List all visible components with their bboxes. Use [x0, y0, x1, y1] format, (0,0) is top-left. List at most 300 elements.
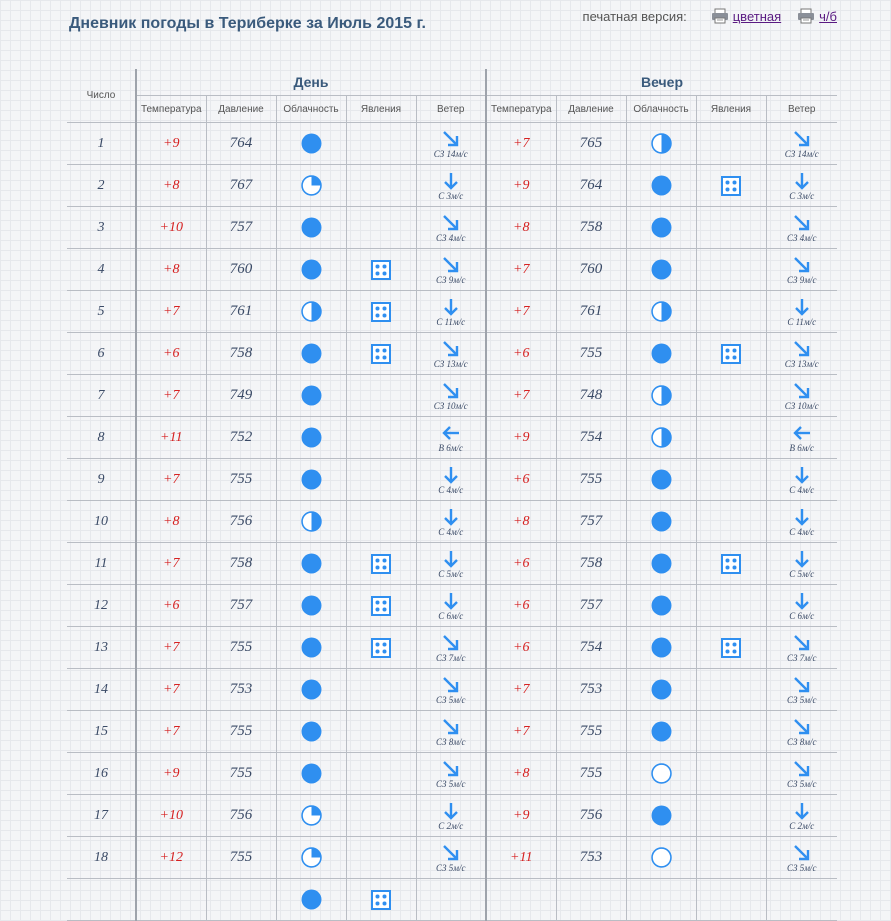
day-phenomena: [346, 837, 416, 879]
wind-value: В 6м/с: [438, 442, 463, 453]
table-row: [67, 753, 837, 795]
evening-temperature: +9: [486, 795, 556, 837]
overcast-icon: [301, 133, 322, 154]
evening-phenomena: [696, 459, 766, 501]
evening-phenomena: [696, 165, 766, 207]
day-cloudiness: [276, 459, 346, 501]
day-temperature: +11: [136, 417, 206, 459]
table-row: [67, 501, 837, 543]
evening-wind: [766, 753, 837, 795]
overcast-icon: [651, 595, 672, 616]
day-phenomena: [346, 165, 416, 207]
overcast-icon: [651, 259, 672, 280]
column-header-temperature: Температура: [136, 96, 206, 123]
evening-wind: [766, 165, 837, 207]
wind-value: С 4м/с: [789, 526, 815, 537]
day-temperature: +12: [136, 837, 206, 879]
precipitation-icon: [371, 302, 391, 322]
wind-value: СЗ 13м/с: [784, 358, 819, 369]
day-cloudiness: [276, 291, 346, 333]
evening-phenomena: [696, 291, 766, 333]
table-row: [67, 291, 837, 333]
column-header-phenomena: Явления: [346, 96, 416, 123]
day-wind: [416, 711, 486, 753]
day-temperature: +7: [136, 375, 206, 417]
day-number: 18: [67, 837, 136, 879]
day-cloudiness: [276, 585, 346, 627]
day-phenomena: [346, 207, 416, 249]
column-header-temperature: Температура: [486, 96, 556, 123]
day-pressure: 749: [206, 375, 276, 417]
day-cloudiness: [276, 501, 346, 543]
wind-value: СЗ 4м/с: [787, 232, 817, 243]
print-bw-link[interactable]: ч/б: [819, 8, 837, 24]
wind-arrow-left-icon: [792, 423, 812, 443]
table-row: [67, 333, 837, 375]
evening-cloudiness: [626, 585, 696, 627]
day-cloudiness: [276, 879, 346, 921]
precipitation-icon: [371, 260, 391, 280]
table-row: [67, 627, 837, 669]
evening-temperature: +6: [486, 585, 556, 627]
day-phenomena: [346, 123, 416, 165]
evening-cloudiness: [626, 249, 696, 291]
wind-value: СЗ 13м/с: [433, 358, 468, 369]
evening-wind: [766, 459, 837, 501]
wind-arrow-left-icon: [441, 423, 461, 443]
wind-arrow-down-right-icon: [792, 675, 812, 695]
evening-phenomena: [696, 711, 766, 753]
wind-value: С 2м/с: [789, 820, 815, 831]
page-title: Дневник погоды в Териберке за Июль 2015 г.: [69, 15, 426, 32]
table-row: [67, 123, 837, 165]
wind-value: СЗ 14м/с: [784, 148, 819, 159]
evening-pressure: 764: [556, 165, 626, 207]
wind-arrow-down-icon: [441, 549, 461, 569]
evening-wind: [766, 333, 837, 375]
wind-value: С 11м/с: [787, 316, 817, 327]
wind-arrow-down-right-icon: [792, 339, 812, 359]
column-header-wind: Ветер: [416, 96, 486, 123]
evening-cloudiness: [626, 165, 696, 207]
day-temperature: +7: [136, 291, 206, 333]
day-wind: [416, 165, 486, 207]
clear-sky-icon: [651, 847, 672, 868]
evening-cloudiness: [626, 417, 696, 459]
evening-temperature: +7: [486, 711, 556, 753]
evening-cloudiness: [626, 123, 696, 165]
evening-wind: [766, 585, 837, 627]
weather-diary-table: [67, 69, 837, 921]
table-row: [67, 879, 837, 921]
wind-value: СЗ 5м/с: [436, 694, 466, 705]
day-pressure: 757: [206, 585, 276, 627]
day-temperature: +7: [136, 627, 206, 669]
day-pressure: 756: [206, 501, 276, 543]
day-number: 17: [67, 795, 136, 837]
half-cloudy-icon: [301, 511, 322, 532]
day-wind: [416, 795, 486, 837]
day-wind: [416, 501, 486, 543]
evening-temperature: +7: [486, 669, 556, 711]
wind-arrow-down-icon: [441, 801, 461, 821]
table-row: [67, 249, 837, 291]
wind-arrow-down-right-icon: [792, 129, 812, 149]
precipitation-icon: [371, 638, 391, 658]
wind-value: В 6м/с: [789, 442, 814, 453]
overcast-icon: [651, 679, 672, 700]
day-cloudiness: [276, 627, 346, 669]
evening-temperature: +8: [486, 753, 556, 795]
evening-cloudiness: [626, 459, 696, 501]
table-row: [67, 417, 837, 459]
overcast-icon: [651, 343, 672, 364]
evening-wind: [766, 291, 837, 333]
wind-arrow-down-right-icon: [792, 633, 812, 653]
overcast-icon: [651, 511, 672, 532]
evening-cloudiness: [626, 543, 696, 585]
overcast-icon: [301, 385, 322, 406]
day-wind: [416, 753, 486, 795]
evening-pressure: 757: [556, 501, 626, 543]
evening-phenomena: [696, 627, 766, 669]
wind-arrow-down-right-icon: [792, 843, 812, 863]
table-row: [67, 459, 837, 501]
wind-value: СЗ 4м/с: [436, 232, 466, 243]
wind-arrow-down-right-icon: [441, 381, 461, 401]
partly-cloudy-icon: [301, 847, 322, 868]
day-number: 8: [67, 417, 136, 459]
day-phenomena: [346, 249, 416, 291]
day-phenomena: [346, 711, 416, 753]
evening-temperature: +7: [486, 375, 556, 417]
evening-cloudiness: [626, 711, 696, 753]
day-pressure: 755: [206, 753, 276, 795]
evening-wind: [766, 123, 837, 165]
evening-wind: [766, 375, 837, 417]
day-wind: [416, 375, 486, 417]
table-row: [67, 585, 837, 627]
table-row: [67, 669, 837, 711]
overcast-icon: [301, 343, 322, 364]
evening-pressure: 761: [556, 291, 626, 333]
day-number: 5: [67, 291, 136, 333]
wind-arrow-down-right-icon: [792, 255, 812, 275]
evening-phenomena: [696, 501, 766, 543]
wind-arrow-down-icon: [792, 801, 812, 821]
day-pressure: 758: [206, 543, 276, 585]
precipitation-icon: [721, 176, 741, 196]
wind-value: СЗ 5м/с: [436, 778, 466, 789]
evening-wind: [766, 207, 837, 249]
wind-arrow-down-icon: [441, 591, 461, 611]
half-cloudy-icon: [651, 385, 672, 406]
wind-value: С 3м/с: [438, 190, 464, 201]
table-row: [67, 795, 837, 837]
overcast-icon: [301, 469, 322, 490]
partly-cloudy-icon: [301, 805, 322, 826]
wind-value: СЗ 5м/с: [787, 694, 817, 705]
precipitation-icon: [371, 554, 391, 574]
print-version-bar: [583, 8, 837, 24]
wind-arrow-down-right-icon: [441, 255, 461, 275]
day-wind: [416, 585, 486, 627]
evening-pressure: 755: [556, 459, 626, 501]
day-number: 11: [67, 543, 136, 585]
overcast-icon: [301, 721, 322, 742]
day-number: 16: [67, 753, 136, 795]
day-number: 3: [67, 207, 136, 249]
wind-arrow-down-right-icon: [441, 675, 461, 695]
day-temperature: +7: [136, 669, 206, 711]
wind-value: С 4м/с: [789, 484, 815, 495]
evening-temperature: +8: [486, 501, 556, 543]
wind-arrow-down-icon: [441, 507, 461, 527]
evening-temperature: +7: [486, 249, 556, 291]
table-row: [67, 711, 837, 753]
evening-cloudiness: [626, 627, 696, 669]
evening-phenomena: [696, 417, 766, 459]
evening-pressure: 753: [556, 669, 626, 711]
day-number: 14: [67, 669, 136, 711]
day-temperature: +7: [136, 543, 206, 585]
day-temperature: +10: [136, 795, 206, 837]
day-cloudiness: [276, 123, 346, 165]
precipitation-icon: [721, 638, 741, 658]
wind-arrow-down-right-icon: [792, 381, 812, 401]
day-number: 7: [67, 375, 136, 417]
day-pressure: 764: [206, 123, 276, 165]
evening-phenomena: [696, 879, 766, 921]
wind-arrow-down-right-icon: [441, 633, 461, 653]
wind-value: С 11м/с: [436, 316, 466, 327]
evening-phenomena: [696, 207, 766, 249]
evening-phenomena: [696, 753, 766, 795]
day-temperature: +10: [136, 207, 206, 249]
wind-arrow-down-right-icon: [792, 759, 812, 779]
day-number-header: Число: [67, 69, 136, 123]
evening-cloudiness: [626, 375, 696, 417]
wind-value: СЗ 7м/с: [787, 652, 817, 663]
evening-wind: [766, 417, 837, 459]
day-cloudiness: [276, 333, 346, 375]
day-phenomena: [346, 753, 416, 795]
overcast-icon: [301, 763, 322, 784]
wind-arrow-down-icon: [792, 507, 812, 527]
wind-value: С 4м/с: [438, 484, 464, 495]
day-pressure: 758: [206, 333, 276, 375]
day-temperature: [136, 879, 206, 921]
day-cloudiness: [276, 375, 346, 417]
day-temperature: +8: [136, 165, 206, 207]
evening-temperature: +7: [486, 123, 556, 165]
wind-value: СЗ 10м/с: [784, 400, 819, 411]
day-wind: [416, 627, 486, 669]
day-phenomena: [346, 585, 416, 627]
overcast-icon: [301, 427, 322, 448]
day-pressure: 756: [206, 795, 276, 837]
wind-arrow-down-icon: [792, 465, 812, 485]
evening-temperature: +8: [486, 207, 556, 249]
overcast-icon: [651, 217, 672, 238]
table-row: [67, 165, 837, 207]
day-cloudiness: [276, 249, 346, 291]
day-cloudiness: [276, 711, 346, 753]
wind-arrow-down-icon: [792, 591, 812, 611]
day-cloudiness: [276, 207, 346, 249]
day-section-header: День: [136, 69, 486, 96]
print-color-link[interactable]: цветная: [732, 8, 782, 24]
day-number: 15: [67, 711, 136, 753]
day-pressure: 761: [206, 291, 276, 333]
evening-pressure: 755: [556, 333, 626, 375]
day-phenomena: [346, 291, 416, 333]
evening-phenomena: [696, 375, 766, 417]
overcast-icon: [651, 553, 672, 574]
day-cloudiness: [276, 795, 346, 837]
evening-phenomena: [696, 543, 766, 585]
day-wind: [416, 249, 486, 291]
wind-arrow-down-icon: [792, 297, 812, 317]
table-row: [67, 207, 837, 249]
overcast-icon: [301, 553, 322, 574]
evening-temperature: +6: [486, 627, 556, 669]
evening-phenomena: [696, 333, 766, 375]
evening-phenomena: [696, 585, 766, 627]
overcast-icon: [301, 259, 322, 280]
wind-arrow-down-right-icon: [792, 213, 812, 233]
evening-cloudiness: [626, 753, 696, 795]
table-row: [67, 837, 837, 879]
evening-wind: [766, 711, 837, 753]
day-number: 4: [67, 249, 136, 291]
day-phenomena: [346, 459, 416, 501]
evening-pressure: 765: [556, 123, 626, 165]
day-phenomena: [346, 627, 416, 669]
overcast-icon: [651, 469, 672, 490]
day-cloudiness: [276, 669, 346, 711]
evening-pressure: 758: [556, 207, 626, 249]
evening-wind: [766, 669, 837, 711]
partly-cloudy-icon: [301, 175, 322, 196]
wind-arrow-down-right-icon: [441, 339, 461, 359]
wind-arrow-down-icon: [792, 549, 812, 569]
day-temperature: +6: [136, 333, 206, 375]
overcast-icon: [301, 679, 322, 700]
evening-phenomena: [696, 795, 766, 837]
overcast-icon: [651, 721, 672, 742]
wind-arrow-down-right-icon: [441, 717, 461, 737]
evening-wind: [766, 627, 837, 669]
day-pressure: 757: [206, 207, 276, 249]
day-wind: [416, 879, 486, 921]
evening-wind: [766, 501, 837, 543]
evening-phenomena: [696, 669, 766, 711]
day-temperature: +7: [136, 459, 206, 501]
day-cloudiness: [276, 417, 346, 459]
day-wind: [416, 837, 486, 879]
evening-cloudiness: [626, 837, 696, 879]
day-pressure: 752: [206, 417, 276, 459]
wind-value: СЗ 5м/с: [787, 862, 817, 873]
day-temperature: +8: [136, 249, 206, 291]
evening-section-header: Вечер: [486, 69, 837, 96]
wind-arrow-down-icon: [441, 171, 461, 191]
evening-temperature: +6: [486, 333, 556, 375]
day-number: 9: [67, 459, 136, 501]
overcast-icon: [301, 217, 322, 238]
day-number: 10: [67, 501, 136, 543]
day-cloudiness: [276, 753, 346, 795]
overcast-icon: [301, 889, 322, 910]
wind-value: СЗ 8м/с: [787, 736, 817, 747]
day-phenomena: [346, 417, 416, 459]
column-header-pressure: Давление: [556, 96, 626, 123]
day-number: 12: [67, 585, 136, 627]
day-phenomena: [346, 669, 416, 711]
precipitation-icon: [371, 344, 391, 364]
day-number: 6: [67, 333, 136, 375]
day-number: [67, 879, 136, 921]
evening-cloudiness: [626, 501, 696, 543]
wind-value: С 6м/с: [438, 610, 464, 621]
day-cloudiness: [276, 543, 346, 585]
evening-pressure: 757: [556, 585, 626, 627]
wind-value: С 4м/с: [438, 526, 464, 537]
evening-cloudiness: [626, 879, 696, 921]
evening-temperature: +7: [486, 291, 556, 333]
evening-phenomena: [696, 249, 766, 291]
day-pressure: 760: [206, 249, 276, 291]
evening-pressure: 760: [556, 249, 626, 291]
wind-arrow-down-right-icon: [441, 843, 461, 863]
wind-value: С 2м/с: [438, 820, 464, 831]
wind-value: СЗ 5м/с: [436, 862, 466, 873]
day-wind: [416, 459, 486, 501]
evening-pressure: 754: [556, 627, 626, 669]
overcast-icon: [651, 637, 672, 658]
wind-arrow-down-icon: [441, 297, 461, 317]
evening-pressure: 754: [556, 417, 626, 459]
precipitation-icon: [721, 554, 741, 574]
half-cloudy-icon: [651, 133, 672, 154]
day-temperature: +7: [136, 711, 206, 753]
evening-temperature: +9: [486, 417, 556, 459]
evening-wind: [766, 837, 837, 879]
evening-phenomena: [696, 123, 766, 165]
day-pressure: 767: [206, 165, 276, 207]
day-temperature: +8: [136, 501, 206, 543]
day-temperature: +6: [136, 585, 206, 627]
wind-value: С 5м/с: [789, 568, 815, 579]
wind-arrow-down-right-icon: [441, 129, 461, 149]
wind-value: СЗ 10м/с: [433, 400, 468, 411]
evening-pressure: 758: [556, 543, 626, 585]
precipitation-icon: [721, 344, 741, 364]
overcast-icon: [301, 637, 322, 658]
day-temperature: +9: [136, 753, 206, 795]
day-wind: [416, 333, 486, 375]
day-pressure: [206, 879, 276, 921]
evening-temperature: +11: [486, 837, 556, 879]
day-phenomena: [346, 501, 416, 543]
evening-wind: [766, 879, 837, 921]
day-number: 2: [67, 165, 136, 207]
wind-value: С 6м/с: [789, 610, 815, 621]
wind-arrow-down-icon: [441, 465, 461, 485]
column-header-cloudiness: Облачность: [626, 96, 696, 123]
day-number: 1: [67, 123, 136, 165]
